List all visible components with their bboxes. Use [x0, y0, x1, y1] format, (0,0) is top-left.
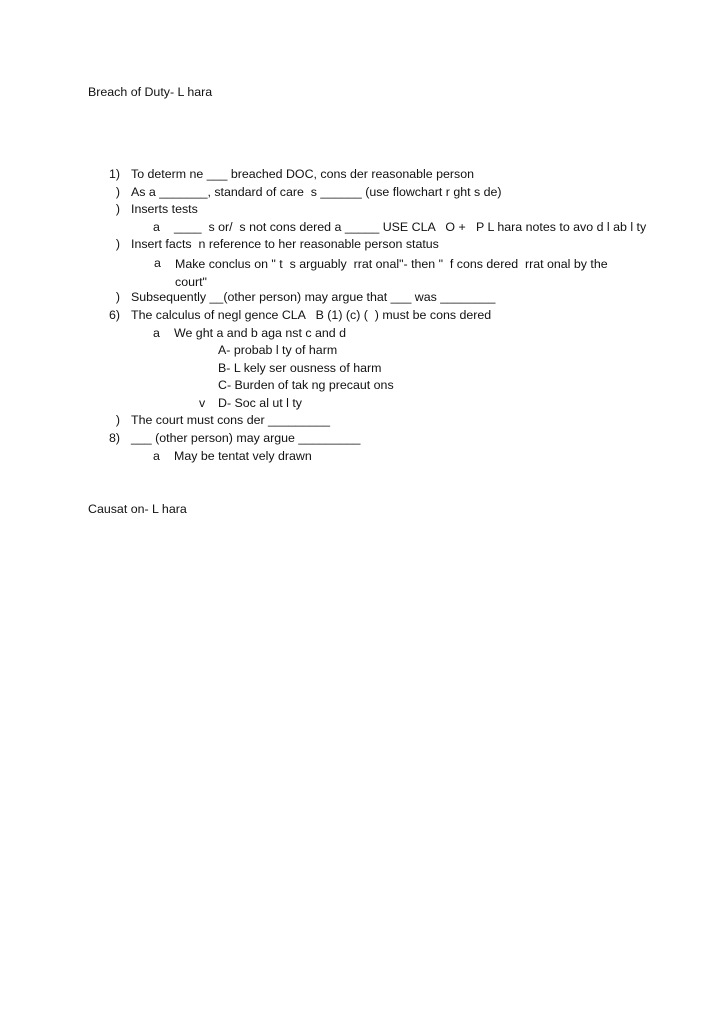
list-marker: 8)	[108, 431, 120, 445]
list-marker: 1)	[108, 167, 120, 181]
list-marker: )	[115, 202, 120, 216]
list-marker: )	[115, 290, 120, 304]
list-item-text: Subsequently __(other person) may argue that ___ was ________	[131, 290, 496, 304]
sub-list-item-text: Make conclus on " t s arguably rrat onal"- then " f cons dered rrat onal by the	[175, 257, 608, 271]
list-item-text: ___ (other person) may argue _________	[131, 431, 361, 445]
list-marker: )	[115, 237, 120, 251]
list-item-text: Insert facts n reference to her reasonable person status	[131, 237, 439, 251]
heading-breach-of-duty: Breach of Duty- L hara	[88, 85, 213, 99]
list-item-text: Inserts tests	[131, 202, 198, 216]
list-marker: 6)	[108, 308, 120, 322]
sub-list-item-text: We ght a and b aga nst c and d	[174, 326, 346, 340]
sub-list-marker: a	[153, 220, 160, 234]
list-marker: )	[115, 413, 120, 427]
sub-list-marker: a	[154, 256, 161, 270]
list-item-text: The court must cons der _________	[131, 413, 331, 427]
roman-list-item-text: A- probab l ty of harm	[218, 343, 338, 357]
list-item-text: To determ ne ___ breached DOC, cons der reasonable person	[131, 167, 475, 181]
list-item-text: The calculus of negl gence CLA B (1) (c) ( ) must be cons dered	[131, 308, 492, 322]
sub-list-marker: a	[153, 449, 160, 463]
roman-list-item-text: C- Burden of tak ng precaut ons	[218, 378, 394, 392]
roman-list-item-text: B- L kely ser ousness of harm	[218, 361, 382, 375]
list-marker: )	[115, 185, 120, 199]
heading-causation: Causat on- L hara	[88, 502, 187, 516]
sub-list-item-text: May be tentat vely drawn	[174, 449, 312, 463]
sub-list-item-text: ____ s or/ s not cons dered a _____ USE CLA O + P L hara notes to avo d l ab l ty	[174, 220, 647, 234]
list-item-text: As a _______, standard of care s ______ (use flowchart r ght s de)	[131, 185, 502, 199]
sub-list-marker: a	[153, 326, 160, 340]
roman-list-marker: v	[199, 396, 206, 410]
roman-list-item-text: D- Soc al ut l ty	[218, 396, 303, 410]
sub-list-item-continuation: court"	[175, 275, 207, 289]
